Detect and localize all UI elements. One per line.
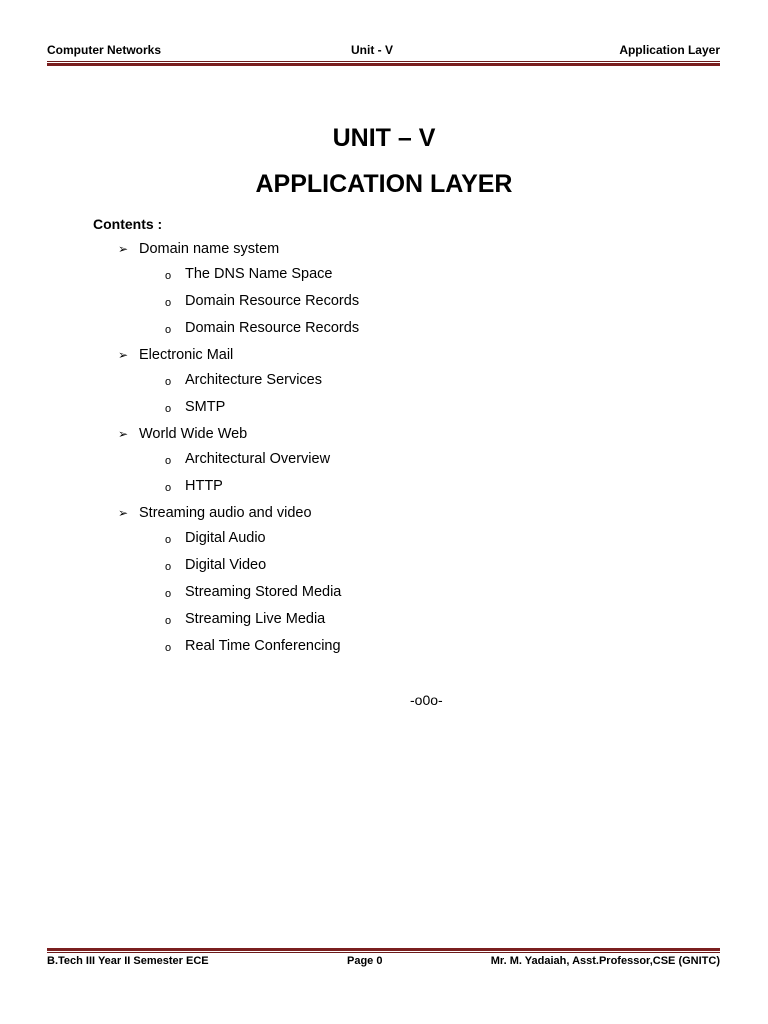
chapter-title: APPLICATION LAYER: [255, 170, 513, 198]
subtopic-label: Architecture Services: [185, 372, 322, 388]
subtopic-label: The DNS Name Space: [185, 266, 333, 282]
header-unit: Unit - V: [351, 43, 393, 57]
circle-bullet-icon: o: [165, 403, 172, 415]
circle-bullet-icon: o: [165, 642, 172, 654]
circle-bullet-icon: o: [165, 561, 172, 573]
section-separator: -o0o-: [410, 692, 443, 708]
topic-label: Streaming audio and video: [139, 505, 312, 521]
topic-label: World Wide Web: [139, 426, 248, 442]
circle-bullet-icon: o: [165, 615, 172, 627]
footer-page-number: Page 0: [347, 955, 383, 967]
circle-bullet-icon: o: [165, 534, 172, 546]
footer-author: Mr. M. Yadaiah, Asst.Professor,CSE (GNITC): [490, 955, 720, 967]
subtopic-label: Domain Resource Records: [185, 293, 360, 309]
footer-program: B.Tech III Year II Semester ECE: [47, 955, 209, 967]
header-chapter-title: Application Layer: [619, 43, 720, 57]
arrow-bullet-icon: ➢: [118, 348, 129, 362]
arrow-bullet-icon: ➢: [118, 242, 129, 256]
contents-label: Contents :: [93, 216, 163, 232]
subtopic-label: Domain Resource Records: [185, 320, 360, 336]
circle-bullet-icon: o: [165, 455, 172, 467]
arrow-bullet-icon: ➢: [118, 427, 129, 441]
subtopic-label: Real Time Conferencing: [185, 638, 341, 654]
subtopic-label: Digital Audio: [185, 530, 266, 546]
topic-label: Electronic Mail: [139, 347, 234, 363]
circle-bullet-icon: o: [165, 270, 172, 282]
footer-rule-thin: [47, 952, 720, 953]
circle-bullet-icon: o: [165, 376, 172, 388]
arrow-bullet-icon: ➢: [118, 506, 129, 520]
page-footer: [47, 955, 720, 971]
subtopic-label: Architectural Overview: [185, 451, 331, 467]
circle-bullet-icon: o: [165, 297, 172, 309]
circle-bullet-icon: o: [165, 482, 172, 494]
subtopic-label: SMTP: [185, 399, 226, 415]
unit-title: UNIT – V: [332, 124, 436, 152]
topic-label: Domain name system: [139, 241, 280, 257]
subtopic-label: Streaming Live Media: [185, 611, 326, 627]
header-course-title: Computer Networks: [47, 43, 162, 57]
subtopic-label: HTTP: [185, 478, 223, 494]
circle-bullet-icon: o: [165, 324, 172, 336]
circle-bullet-icon: o: [165, 588, 172, 600]
footer-rule-thick: [47, 948, 720, 951]
subtopic-label: Digital Video: [185, 557, 267, 573]
subtopic-label: Streaming Stored Media: [185, 584, 342, 600]
